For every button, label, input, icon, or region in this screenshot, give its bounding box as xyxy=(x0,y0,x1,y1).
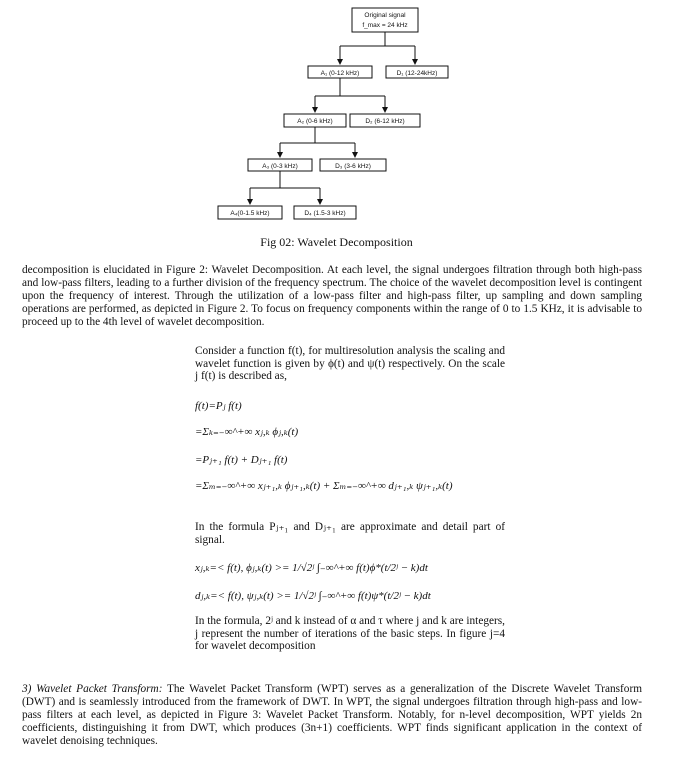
node-d4 xyxy=(294,206,356,219)
math-approx-detail: In the formula Pⱼ₊₁ and Dⱼ₊₁ are approximate and detail part of signal. xyxy=(195,521,505,546)
node-d2 xyxy=(350,114,420,127)
paragraph-wpt-body: The Wavelet Packet Transform (WPT) serves as a generalization of the Discrete Wavelet Transform (DWT) and is seamlessly introduced from the framework of DWT. In WPT, the signal undergoes filtration through high-pass and low-pass filters at each level, as depicted in Figure 3: Wavelet Packet Transform. Notably, for n-level decomposition, WPT yields 2n coefficients, distinguishing it from DWT, which produces (3n+1) coefficients. WPT finds significant application in the context of wavelet denoising techniques. xyxy=(22,683,642,747)
figure-caption: Fig 02: Wavelet Decomposition xyxy=(260,235,413,249)
svg-text:D₁ (12-24kHz): D₁ (12-24kHz) xyxy=(396,70,438,77)
math-iterations: In the formula, 2ʲ and k instead of α and τ where j and k are integers, j represent the number of iterations of the basic steps. In figure j=4 for wavelet decomposition xyxy=(195,615,505,652)
equation-4: =Σₘ₌₋∞^+∞ xⱼ₊₁,ₖ ϕⱼ₊₁,ₖ(t) + Σₘ₌₋∞^+∞ dⱼ₊₁,ₖ ψⱼ₊₁,ₖ(t) xyxy=(195,480,453,492)
root-line2: f_max = 24 kHz xyxy=(362,22,408,29)
svg-text:D₂ (6-12 kHz): D₂ (6-12 kHz) xyxy=(365,118,405,125)
wavelet-decomposition-diagram xyxy=(0,0,673,230)
node-a2 xyxy=(284,114,346,127)
paragraph-wpt xyxy=(22,683,642,748)
root-node xyxy=(352,8,418,32)
equation-6: dⱼ,ₖ=< f(t), ψⱼ,ₖ(t) >= 1/√2ʲ ∫₋∞^+∞ f(t)ψ*(t/2ʲ − k)dt xyxy=(195,590,431,602)
section-heading-wpt: 3) Wavelet Packet Transform: xyxy=(22,683,163,695)
node-d3 xyxy=(320,159,386,171)
node-d1 xyxy=(386,66,448,78)
paragraph-decomposition: decomposition is elucidated in Figure 2: Wavelet Decomposition. At each level, the signal undergoes filtration through both high-pass and low-pass filters, leading to a further division of the frequency spectrum. The choice of the wavelet decomposition level is contingent upon the frequency of interest. Through the utilization of a low-pass filter and high-pass filter, up sampling and down sampling operations are performed, as depicted in Figure 2. To focus on frequency components within the range of 0 to 1.5 KHz, it is advisable to proceed up to the 4th level of wavelet decomposition. xyxy=(22,264,642,328)
svg-text:A₂ (0-6 kHz): A₂ (0-6 kHz) xyxy=(297,118,333,125)
svg-text:A₁ (0-12 kHz): A₁ (0-12 kHz) xyxy=(320,70,360,77)
svg-text:D₄ (1.5-3 kHz): D₄ (1.5-3 kHz) xyxy=(304,210,346,217)
svg-text:D₃ (3-6 kHz): D₃ (3-6 kHz) xyxy=(335,163,371,170)
equation-3: =Pⱼ₊₁ f(t) + Dⱼ₊₁ f(t) xyxy=(195,454,288,466)
equation-5: xⱼ,ₖ=< f(t), ϕⱼ,ₖ(t) >= 1/√2ʲ ∫₋∞^+∞ f(t)ϕ*(t/2ʲ − k)dt xyxy=(195,562,428,574)
svg-text:A₄(0-1.5 kHz): A₄(0-1.5 kHz) xyxy=(230,210,270,217)
node-a4 xyxy=(218,206,282,219)
svg-text:A₃ (0-3 kHz): A₃ (0-3 kHz) xyxy=(262,163,298,170)
equation-1: f(t)=Pⱼ f(t) xyxy=(195,400,242,412)
equation-2: =Σₖ₌₋∞^+∞ xⱼ,ₖ ϕⱼ,ₖ(t) xyxy=(195,426,299,438)
math-intro: Consider a function f(t), for multiresolution analysis the scaling and wavelet function is given by ϕ(t) and ψ(t) respectively. On the scale j f(t) is described as, xyxy=(195,345,505,382)
root-line1: Original signal xyxy=(364,12,406,19)
node-a3 xyxy=(248,159,312,171)
node-a1 xyxy=(308,66,372,78)
